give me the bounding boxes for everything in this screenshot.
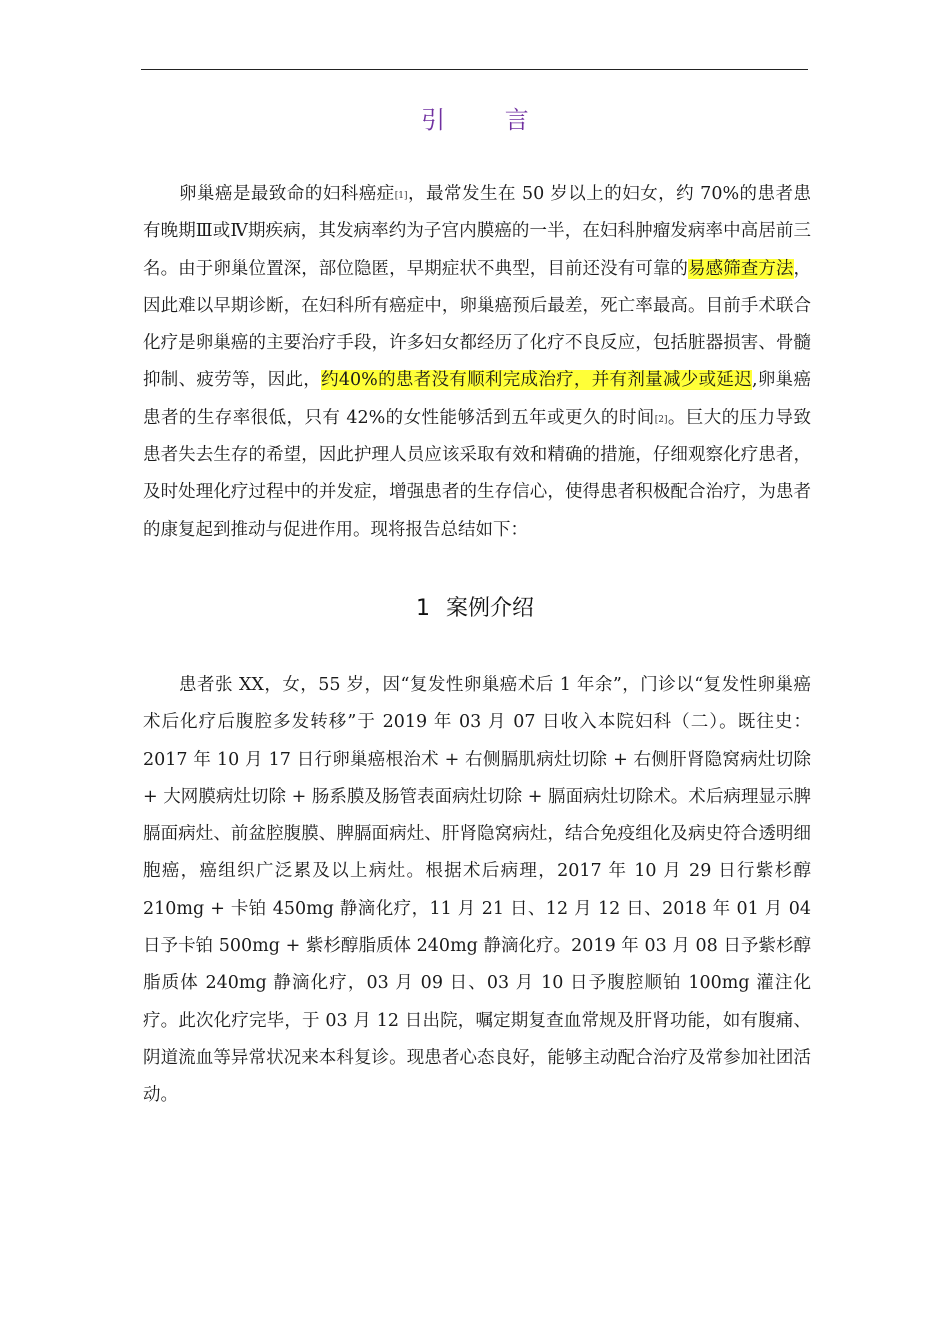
intro-paragraph bbox=[143, 176, 811, 549]
highlight-1: 易感筛查方法 bbox=[688, 258, 794, 279]
section-number: 1 bbox=[415, 596, 430, 621]
citation-2[interactable]: [2] bbox=[654, 414, 668, 425]
intro-text-5: 。巨大的压力导致患者失去生存的希望，因此护理人员应该采取有效和精确的措施，仔细观察化疗患者，及时处理化疗过程中的并发症，增强患者的生存信心，使得患者积极配合治疗，为患者的康复起到推动与促进作用。现将报告总结如下： bbox=[143, 407, 811, 540]
intro-text-3: ，因此难以早期诊断，在妇科所有癌症中，卵巢癌预后最差，死亡率最高。目前手术联合化疗是卵巢癌的主要治疗手段，许多妇女都经历了化疗不良反应，包括脏器损害、骨髓抑制、疲劳等，因此， bbox=[143, 258, 812, 391]
intro-title: 引 言 bbox=[421, 106, 555, 134]
intro-text-1: 卵巢癌是最致命的妇科癌症 bbox=[179, 184, 395, 204]
intro-text-2: ，最常发生在 50 岁以上的妇女，约 70%的患者患有晚期Ⅲ或Ⅳ期疾病，其发病率约为子宫内膜癌的一半，在妇科肿瘤发病率中高居前三名。由于卵巢位置深，部位隐匿，早期症状不典型，目前还没有可靠的 bbox=[143, 184, 812, 279]
section-title: 案例介绍 bbox=[445, 596, 534, 621]
section-heading bbox=[0, 591, 950, 622]
case-paragraph: 患者张 XX，女，55 岁，因“复发性卵巢癌术后 1 年余”，门诊以“复发性卵巢癌术后化疗后腹腔多发转移”于 2019 年 03 月 07 日收入本院妇科（二）。既往史：2017 年 10 月 17 日行卵巢癌根治术 + 右侧膈肌病灶切除 + 右侧肝肾隐窝病灶切除 + 大网膜病灶切除 + 肠系膜及肠管表面病灶切除 + 膈面病灶切除术。术后病理显示脾膈面病灶、前盆腔腹膜、脾膈面病灶、肝肾隐窝病灶，结合免疫组化及病史符合透明细胞癌，癌组织广泛累及以上病灶。根据术后病理，2017 年 10 月 29 日行紫杉醇 210mg + 卡铂 450mg 静滴化疗，11 月 21 日、12 月 12 日、2018 年 01 月 04 日予卡铂 500mg + 紫杉醇脂质体 240mg 静滴化疗。2019 年 03 月 08 日予紫杉醇脂质体 240mg 静滴化疗，03 月 09 日、03 月 10 日予腹腔顺铂 100mg 灌注化疗。此次化疗完毕，于 03 月 12 日出院，嘱定期复查血常规及肝肾功能，如有腹痛、阴道流血等异常状况来本科复诊。现患者心态良好，能够主动配合治疗及常参加社团活动。 bbox=[143, 675, 811, 1106]
header-rule bbox=[141, 69, 808, 70]
citation-1[interactable]: [1] bbox=[394, 191, 408, 201]
intro-text-4: ,卵巢癌患者的生存率很低，只有 42%的女性能够活到五年或更久的时间 bbox=[143, 370, 811, 428]
highlight-2: 约40%的患者没有顺利完成治疗，并有剂量减少或延迟 bbox=[321, 370, 752, 391]
